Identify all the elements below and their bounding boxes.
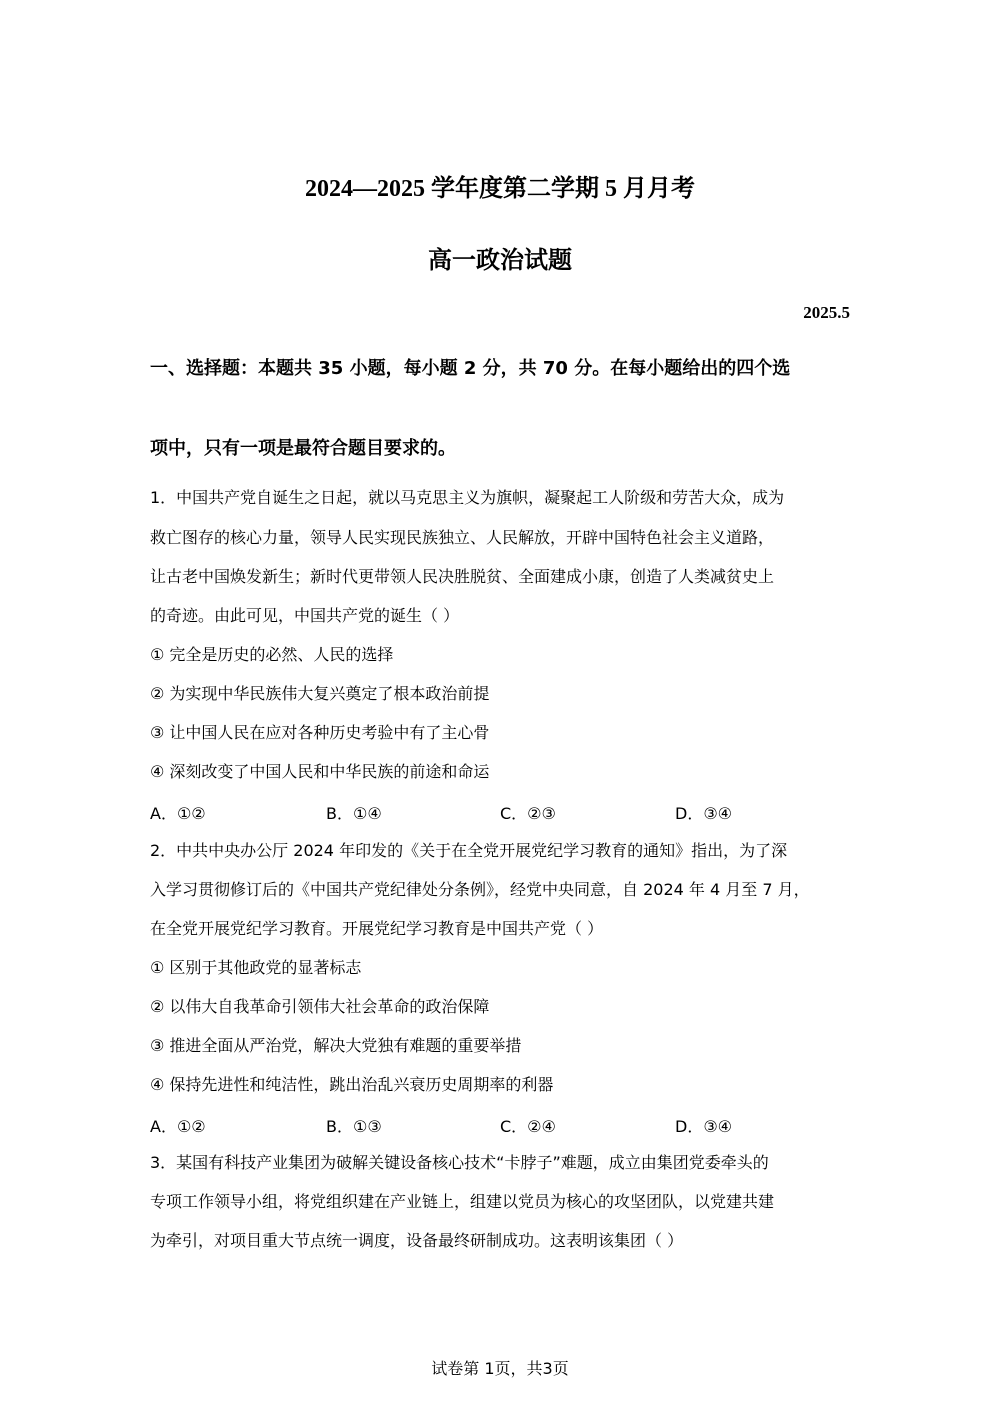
question-2-answers (150, 1114, 850, 1136)
answer-choice-d: D．③④ (675, 804, 733, 823)
exam-subtitle: 高一政治试题 (428, 246, 572, 274)
answer-choice-b: B．①③ (326, 1117, 382, 1136)
exam-title: 2024—2025 学年度第二学期 5 月月考 (305, 176, 695, 202)
answer-choice-a: A．①② (150, 1117, 206, 1136)
answer-choice-c: C．②③ (500, 804, 556, 823)
question-1-option: ② 为实现中华民族伟大复兴奠定了根本政治前提 (150, 684, 490, 703)
question-1-option: ③ 让中国人民在应对各种历史考验中有了主心骨 (150, 723, 490, 742)
exam-date: 2025.5 (803, 303, 850, 322)
page-footer: 试卷第 1页，共3页 (431, 1359, 569, 1378)
answer-choice-d: D．③④ (675, 1117, 733, 1136)
answer-choice-c: C．②④ (500, 1117, 556, 1136)
question-2-stem-line: 2．中共中央办公厅 2024 年印发的《关于在全党开展党纪学习教育的通知》指出，为了深 (150, 841, 788, 860)
question-2-option: ② 以伟大自我革命引领伟大社会革命的政治保障 (150, 997, 490, 1016)
question-1-stem-line: 的奇迹。由此可见，中国共产党的诞生（ ） (150, 606, 460, 625)
question-3-stem-line: 为牵引，对项目重大节点统一调度，设备最终研制成功。这表明该集团（ ） (150, 1231, 684, 1250)
answer-choice-a: A．①② (150, 804, 206, 823)
section-instruction-line-1: 一、选择题：本题共 35 小题，每小题 2 分，共 70 分。在每小题给出的四个选 (150, 358, 791, 379)
question-3-stem-line: 专项工作领导小组，将党组织建在产业链上，组建以党员为核心的攻坚团队，以党建共建 (150, 1192, 775, 1211)
question-1-stem-line: 让古老中国焕发新生；新时代更带领人民决胜脱贫、全面建成小康，创造了人类减贫史上 (150, 567, 775, 586)
question-1-option: ④ 深刻改变了中国人民和中华民族的前途和命运 (150, 762, 490, 781)
question-1-stem-line: 救亡图存的核心力量，领导人民实现民族独立、人民解放，开辟中国特色社会主义道路， (150, 528, 775, 547)
question-3-stem-line: 3．某国有科技产业集团为破解关键设备核心技术“卡脖子”难题，成立由集团党委牵头的 (150, 1153, 769, 1172)
question-2-option: ④ 保持先进性和纯洁性，跳出治乱兴衰历史周期率的利器 (150, 1075, 554, 1094)
section-instruction-line-2: 项中，只有一项是最符合题目要求的。 (150, 438, 456, 459)
question-2-stem-line: 在全党开展党纪学习教育。开展党纪学习教育是中国共产党（ ） (150, 919, 604, 938)
question-2-stem-line: 入学习贯彻修订后的《中国共产党纪律处分条例》，经党中央同意，自 2024 年 4 月至 7 月， (150, 880, 810, 899)
question-2-option: ③ 推进全面从严治党，解决大党独有难题的重要举措 (150, 1036, 522, 1055)
question-1-answers (150, 801, 850, 823)
question-1-stem-line: 1．中国共产党自诞生之日起，就以马克思主义为旗帜，凝聚起工人阶级和劳苦大众，成为 (150, 488, 785, 507)
answer-choice-b: B．①④ (326, 804, 382, 823)
question-2-option: ① 区别于其他政党的显著标志 (150, 958, 362, 977)
question-1-option: ① 完全是历史的必然、人民的选择 (150, 645, 394, 664)
